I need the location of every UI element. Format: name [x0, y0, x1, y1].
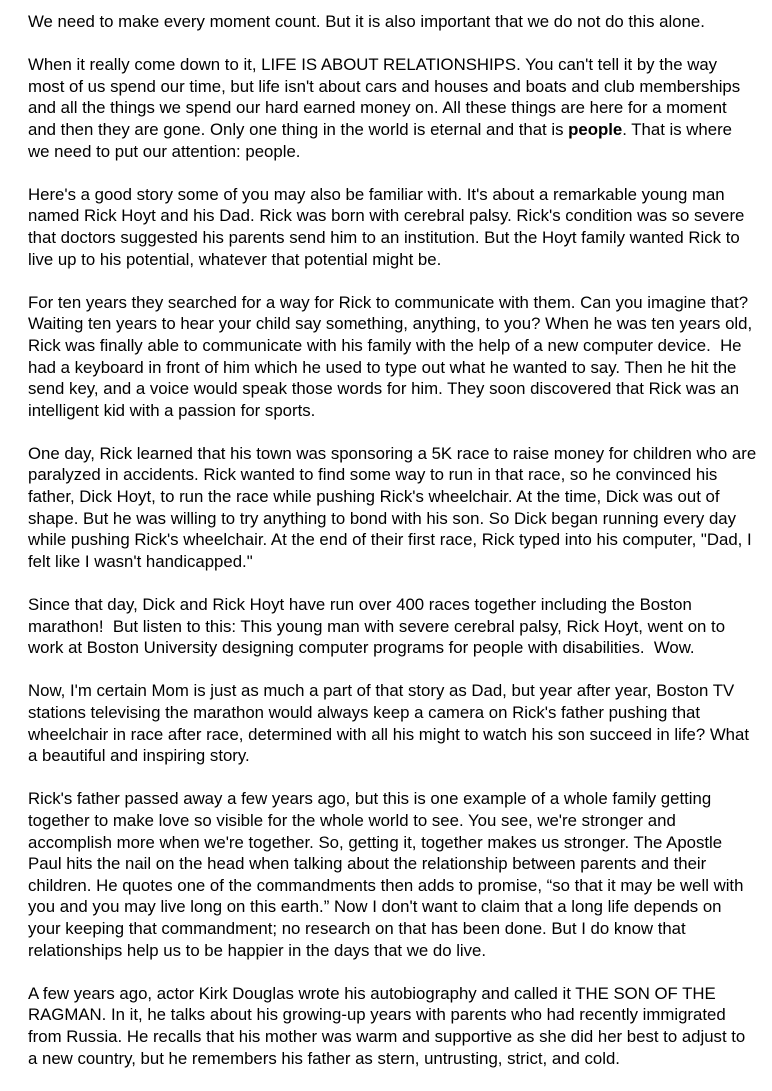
paragraph-8-text: Rick's father passed away a few years ago, but this is one example of a whole family getting together to make love so visible for the whole world to see. You see, we're stronger and accomplish more when we're together. So, getting it, together makes us stronger. The Apostle Paul hits the nail on the head when talking about the relationship between parents and their children. He quotes one of the commandments then adds to promise, “so that it may be well with you and you may live long on this earth.” Now I don't want to claim that a long life depends on your keeping that commandment; no research on that has been done. But I do know that relationships help us to be happier in the days that we do live. — [28, 789, 749, 960]
document-body — [28, 11, 761, 1091]
paragraph-7 — [28, 680, 758, 766]
paragraph-3-text: Here's a good story some of you may also be familiar with. It's about a remarkable young man named Rick Hoyt and his Dad. Rick was born with cerebral palsy. Rick's condition was so severe that doctors suggested his parents send him to an institution. But the Hoyt family wanted Rick to live up to his potential, whatever that potential might be. — [28, 184, 750, 269]
paragraph-5-text: One day, Rick learned that his town was sponsoring a 5K race to raise money for children who are paralyzed in accidents. Rick wanted to find some way to run in that race, so he convinced his father, Dick Hoyt, to run the race while pushing Rick's wheelchair. At the time, Dick was out of shape. But he was willing to try anything to bond with his son. So Dick began running every day while pushing Rick's wheelchair. At the end of their first race, Rick typed into his computer, "Dad, I felt like I wasn't handicapped." — [28, 443, 761, 571]
paragraph-4-text: For ten years they searched for a way for Rick to communicate with them. Can you imagine that? Waiting ten years to hear your child say something, anything, to you? When he was ten years old, Rick was finally able to communicate with his family with the help of a new computer device. He had a keyboard in front of him which he used to type out what he wanted to say. Then he hit the send key, and a voice would speak those words for him. They soon discovered that Rick was an intelligent kid with a passion for sports. — [28, 292, 757, 420]
paragraph-7-text: Now, I'm certain Mom is just as much a part of that story as Dad, but year after year, Boston TV stations televising the marathon would always keep a camera on Rick's father pushing that wheelchair in race after race, determined with all his might to watch his son succeed in life? What a beautiful and inspiring story. — [28, 681, 754, 766]
paragraph-3 — [28, 184, 758, 270]
paragraph-5 — [28, 443, 761, 573]
paragraph-9-text: A few years ago, actor Kirk Douglas wrote his autobiography and called it THE SON OF THE RAGMAN. In it, he talks about his growing-up years with parents who had recently immigrated from Russia. He recalls that his mother was warm and supportive as she did her best to adjust to a new country, but he remembers his father as stern, untrusting, strict, and cold. — [28, 983, 750, 1068]
paragraph-2-text-start: When it really come down to it, LIFE IS ABOUT RELATIONSHIPS. You can't tell it by the way most of us spend our time, but life isn't about cars and houses and boats and club memberships and all the things we spend our hard earned money on. All these things are here for a moment and then they are gone. Only one thing in the world is eternal and that is — [28, 55, 745, 139]
paragraph-8 — [28, 788, 758, 961]
paragraph-2-text-end: . That is where we need to put our attention: people. — [28, 119, 737, 161]
paragraph-4 — [28, 292, 758, 422]
paragraph-6-text: Since that day, Dick and Rick Hoyt have run over 400 races together including the Boston marathon! But listen to this: This young man with severe cerebral palsy, Rick Hoyt, went on to work at Boston University designing computer programs for people with disabilities. Wow. — [28, 595, 730, 658]
paragraph-1 — [28, 11, 758, 33]
paragraph-9 — [28, 983, 758, 1069]
paragraph-1-text: We need to make every moment count. But it is also important that we do not do this alone. — [28, 12, 705, 31]
paragraph-2 — [28, 54, 758, 162]
paragraph-2-bold-word: people — [568, 119, 623, 139]
paragraph-6 — [28, 594, 758, 659]
